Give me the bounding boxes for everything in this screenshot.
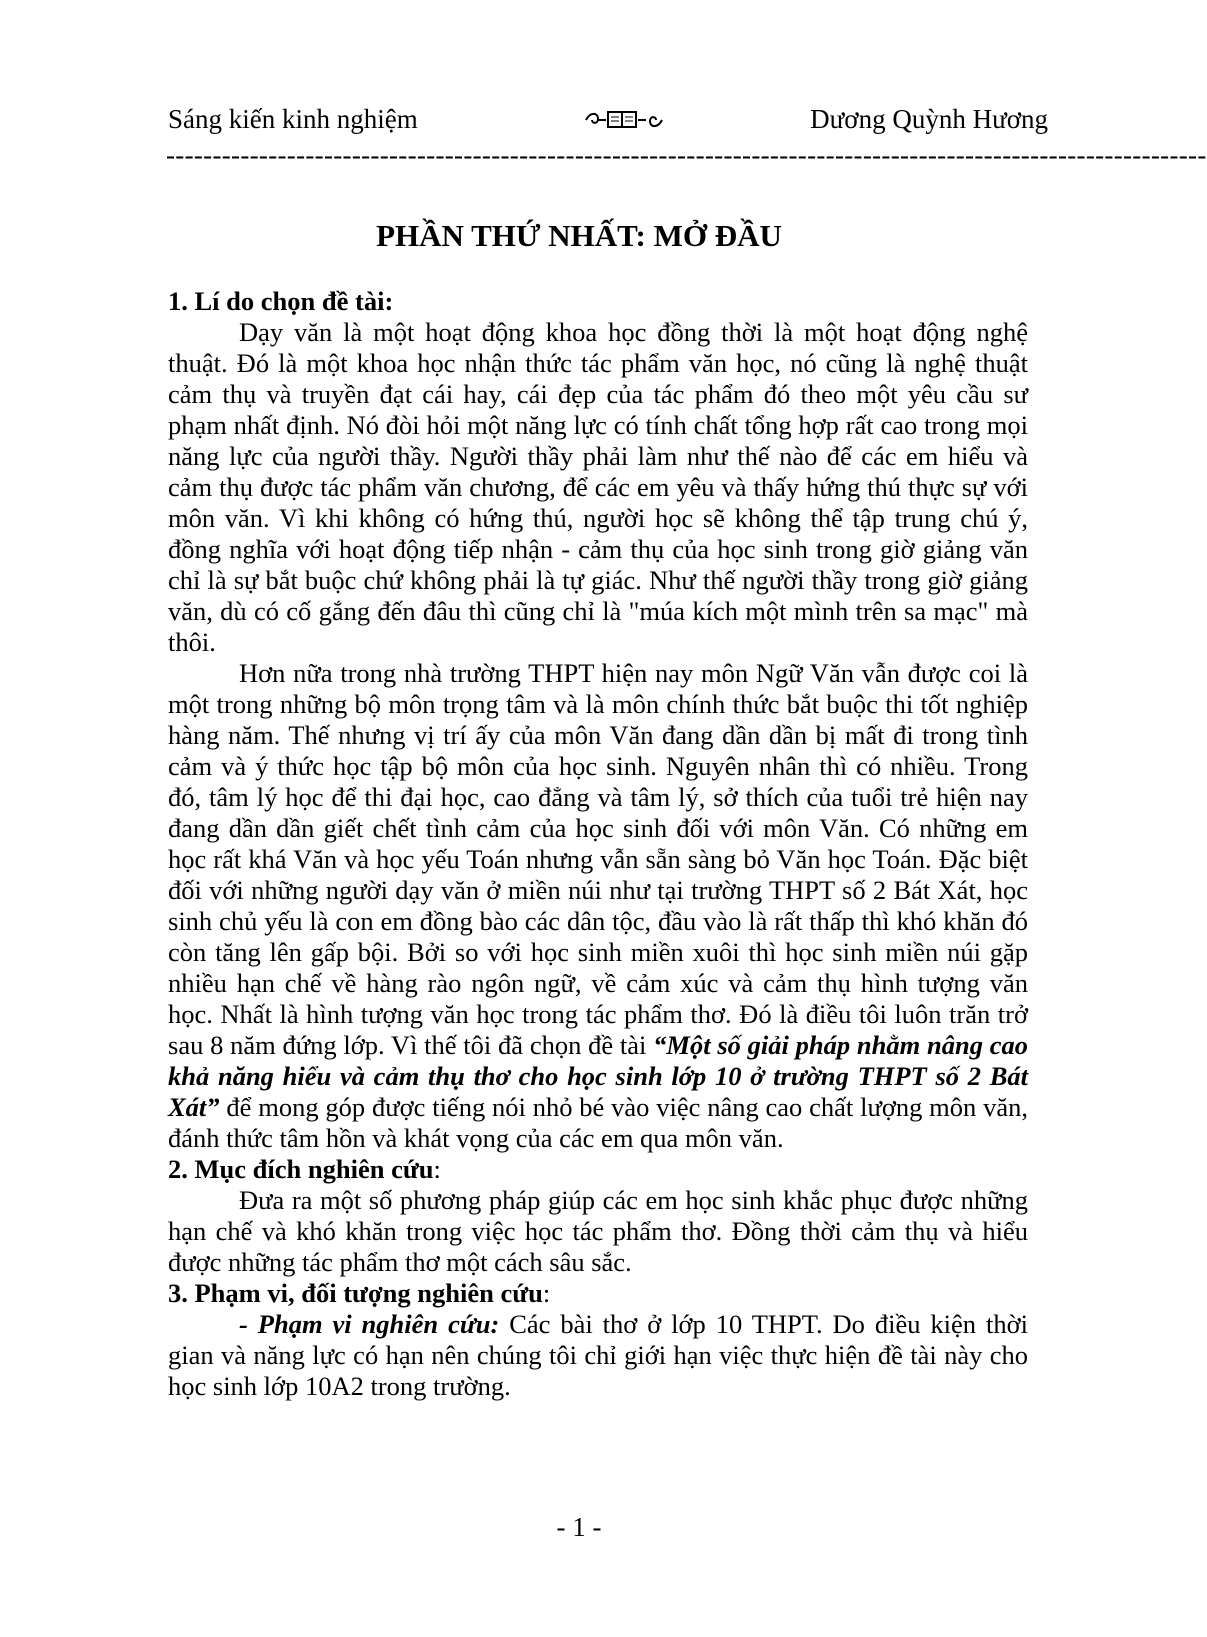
document-body [168,286,1028,1402]
section-2-number: 2 [168,1154,182,1184]
section-3-heading [168,1278,1028,1309]
section-2-title: . Mục đích nghiên cứu [181,1154,434,1184]
header-divider: ---------------------------------------------------------------------------------------------------------------- [166,140,1207,170]
section-2-colon: : [433,1154,441,1184]
section-3-title: 3. Phạm vi, đối tượng nghiên cứu [168,1278,543,1308]
scope-text: Các bài thơ ở lớp 10 THPT. Do điều kiện thời gian và năng lực có hạn nên chúng tôi chỉ giới hạn việc thực hiện đề tài này cho học sinh lớp 10A2 trong trường. [168,1309,1028,1401]
section-3-colon: : [542,1278,551,1308]
page-number: - 1 - [556,1512,602,1542]
section-1-heading: 1. Lí do chọn đề tài: [168,286,394,316]
scope-label: - Phạm vi nghiên cứu: [239,1309,500,1339]
section-2-paragraph: Đưa ra một số phương pháp giúp các em học sinh khắc phục được những hạn chế và khó khăn trong việc học tác phẩm thơ. Đồng thời cảm thụ và hiểu được những tác phẩm thơ một cách sâu sắc. [168,1185,1028,1277]
header-right-text: Dương Quỳnh Hương [810,104,1048,134]
header-left-text: Sáng kiến kinh nghiệm [168,104,418,134]
section-3-paragraph [168,1309,1028,1402]
section-2-heading [168,1154,1028,1185]
section-1-paragraph-1: Dạy văn là một hoạt động khoa học đồng thời là một hoạt động nghệ thuật. Đó là một khoa học nhận thức tác phẩm văn học, nó cũng là nghệ thuật cảm thụ và truyền đạt cái hay, cái đẹp của tác phẩm đó theo một yêu cầu sư phạm nhất định. Nó đòi hỏi một năng lực có tính chất tổng hợp rất cao trong mọi năng lực của người thầy. Người thầy phải làm như thế nào để các em hiểu và cảm thụ được tác phẩm văn chương, để các em yêu và thấy hứng thú thực sự với môn văn. Vì khi không có hứng thú, người học sẽ không thể tập trung chú ý, đồng nghĩa với hoạt động tiếp nhận - cảm thụ của học sinh trong giờ giảng văn chỉ là sự bắt buộc chứ không phải là tự giác. Như thế người thầy trong giờ giảng văn, dù có cố gắng đến đâu thì cũng chỉ là "múa kích một mình trên sa mạc" mà thôi. [168,317,1028,657]
paragraph-2-end: để mong góp được tiếng nói nhỏ bé vào việc nâng cao chất lượng môn văn, đánh thức tâm hồn và khát vọng của các em qua môn văn. [168,1092,1028,1153]
section-1-paragraph-2 [168,658,1028,1154]
book-ornament-icon [584,110,664,135]
page-header [168,104,1048,144]
topic-title: “Một số giải pháp nhằm nâng cao khả năng hiểu và cảm thụ thơ cho học sinh lớp 10 ở trường THPT số 2 Bát Xát” [168,1030,1028,1122]
page-title: PHẦN THỨ NHẤT: MỞ ĐẦU [376,218,782,253]
paragraph-2-start: Hơn nữa trong nhà trường THPT hiện nay môn Ngữ Văn vẫn được coi là một trong những bộ môn trọng tâm và là môn chính thức bắt buộc thi tốt nghiệp hàng năm. Thế nhưng vị trí ấy của môn Văn đang dần dần bị mất đi trong tình cảm và ý thức học tập bộ môn của học sinh. Nguyên nhân thì có nhiều. Trong đó, tâm lý học để thi đại học, cao đẳng và tâm lý, sở thích của tuổi trẻ hiện nay đang dần dần giết chết tình cảm của học sinh đối với môn Văn. Có những em học rất khá Văn và học yếu Toán nhưng vẫn sẵn sàng bỏ Văn học Toán. Đặc biệt đối với những người dạy văn ở miền núi như tại trường THPT số 2 Bát Xát, học sinh chủ yếu là con em đồng bào các dân tộc, đầu vào là rất thấp thì khó khăn đó còn tăng lên gấp bội. Bởi so với học sinh miền xuôi thì học sinh miền núi gặp nhiều hạn chế về hàng rào ngôn ngữ, về cảm xúc và cảm thụ hình tượng văn học. Nhất là hình tượng văn học trong tác phẩm thơ. Đó là điều tôi luôn trăn trở sau 8 năm đứng lớp. Vì thế tôi đã chọn đề tài [168,658,1028,1060]
